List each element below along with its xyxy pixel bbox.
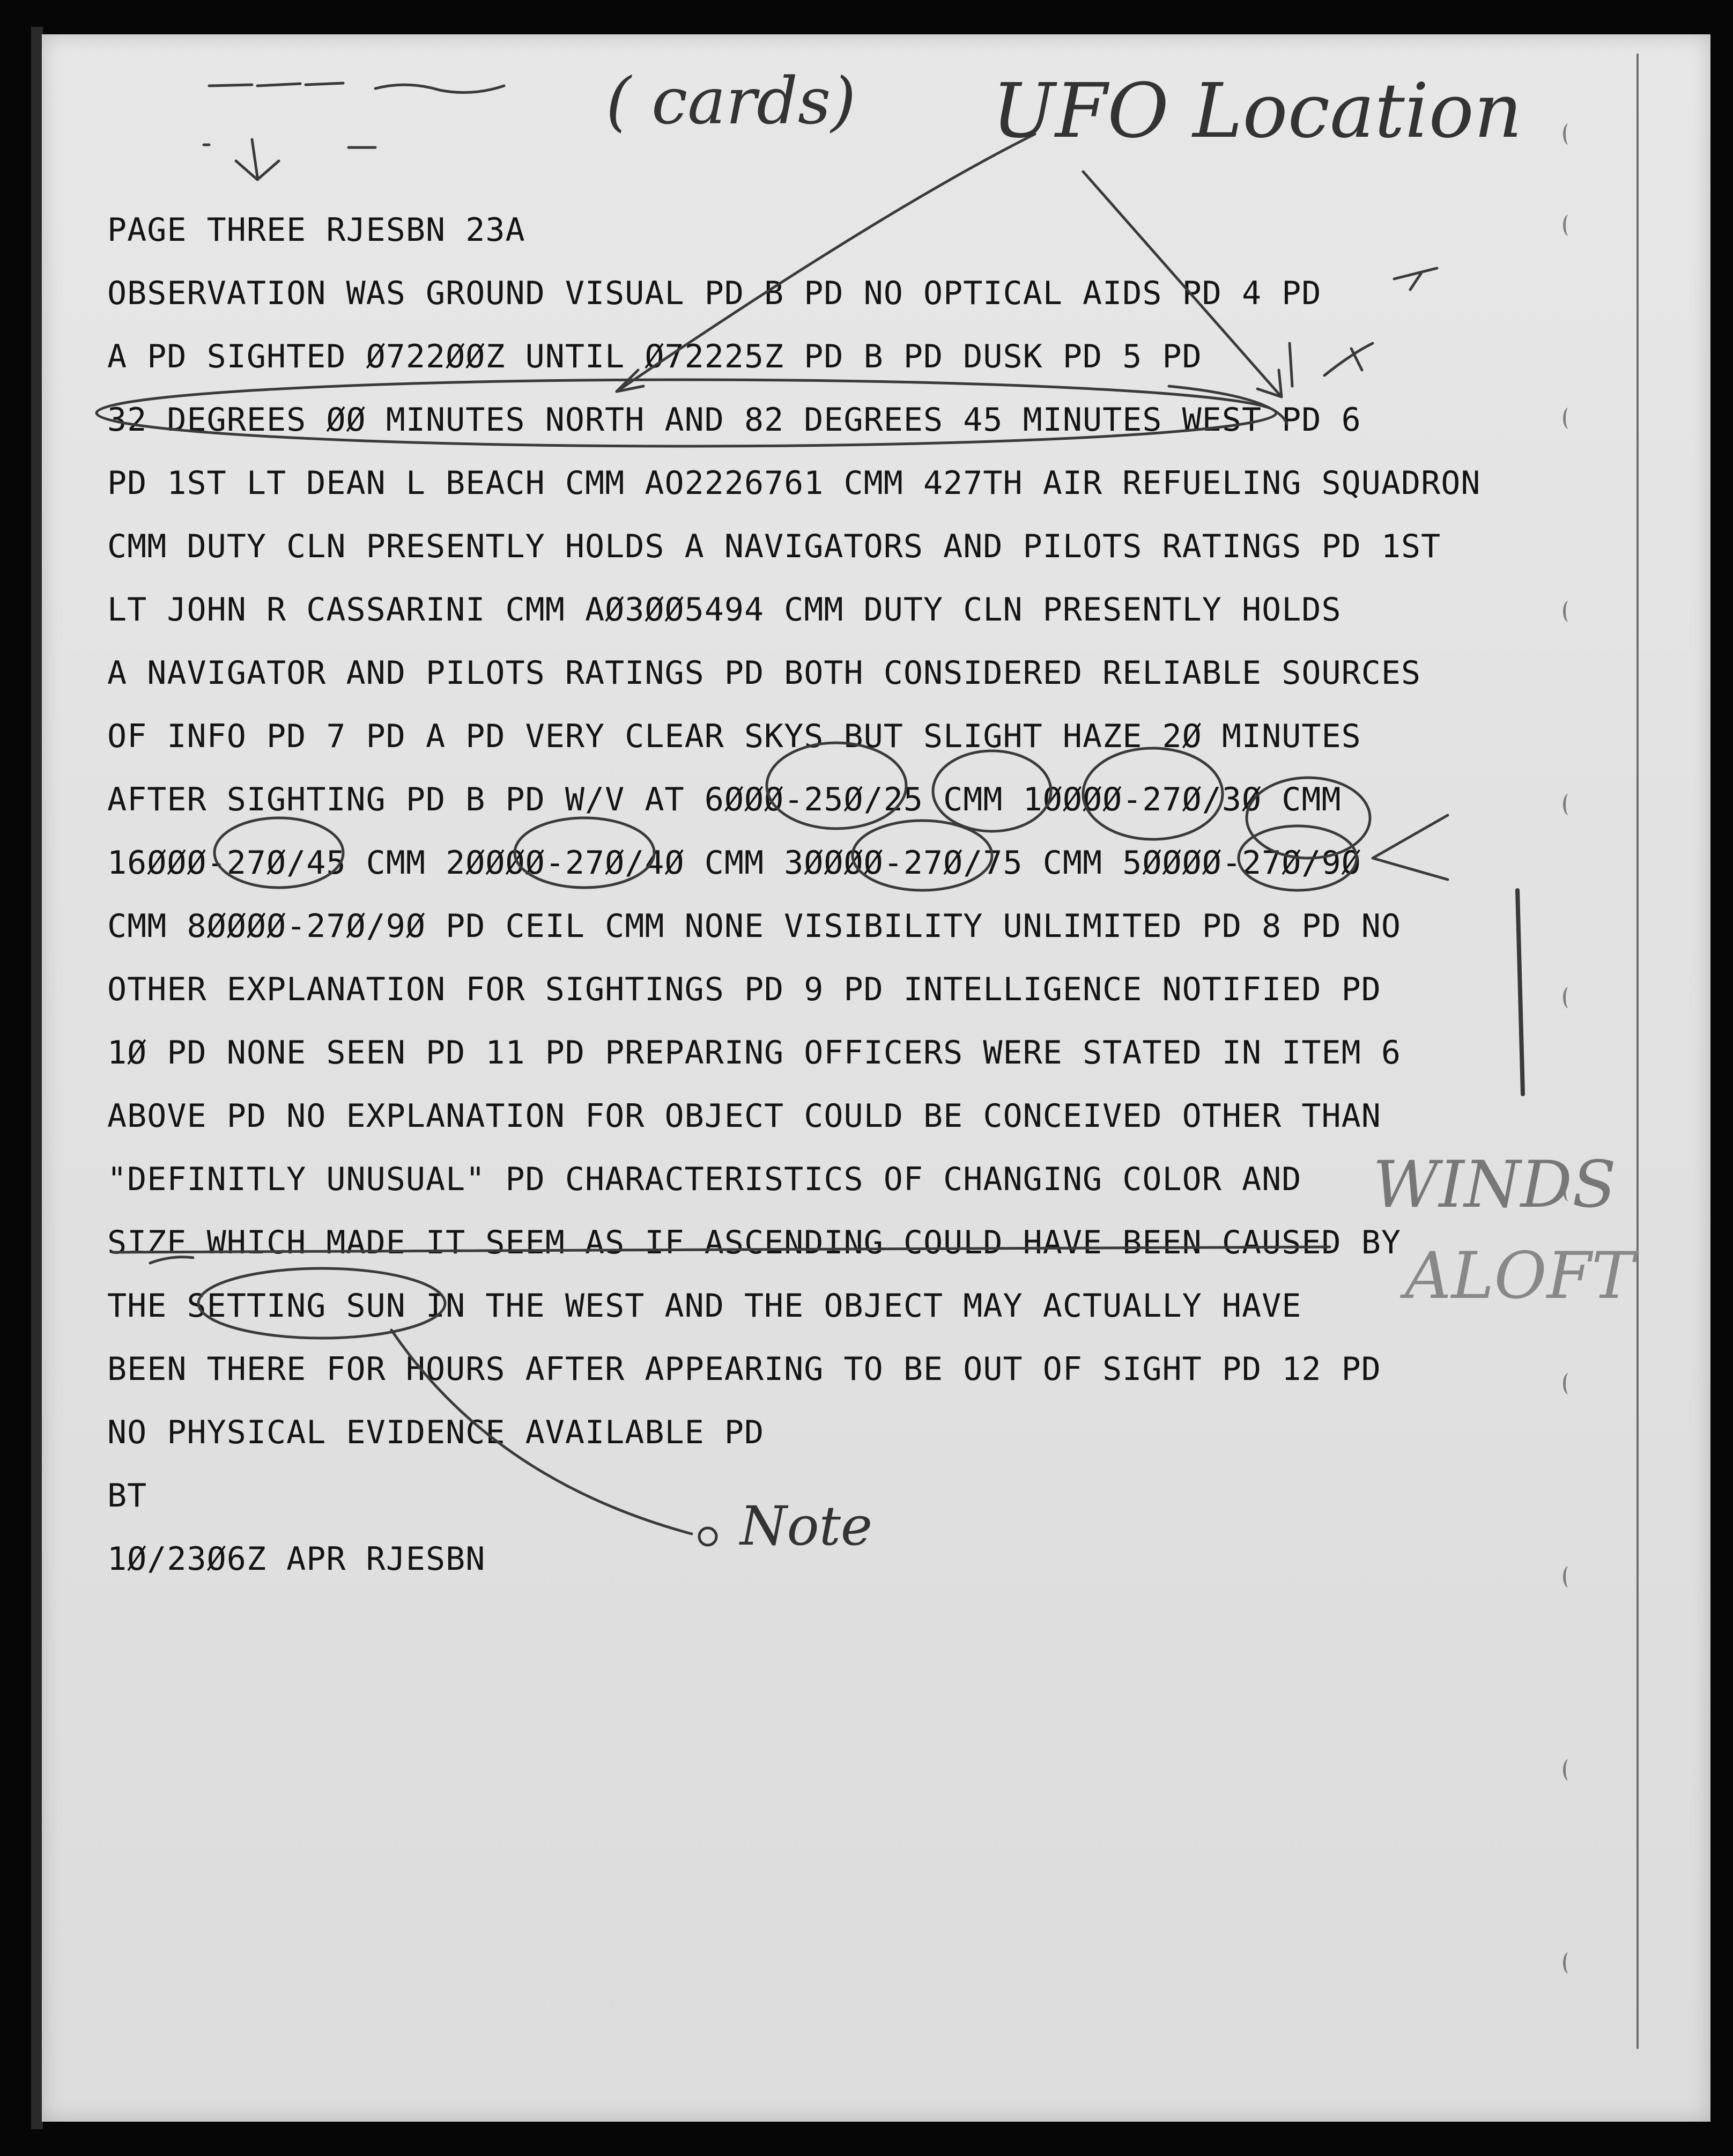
margin-bracket (1517, 890, 1523, 1094)
scribble-mark (1394, 268, 1437, 290)
text-line: NO PHYSICAL EVIDENCE AVAILABLE PD (107, 1414, 765, 1451)
circle-mark (933, 751, 1051, 831)
circle-mark (515, 818, 654, 888)
text-line: 16ØØØ-27Ø/45 CMM 2ØØØØ-27Ø/4Ø CMM 3ØØØØ-27Ø/75 CMM 5ØØØØ-27Ø/9Ø (107, 844, 1361, 882)
handwritten-ufo-location: UFO Location (992, 68, 1523, 155)
text-line: CMM DUTY CLN PRESENTLY HOLDS A NAVIGATORS AND PILOTS RATINGS PD 1ST (107, 528, 1441, 565)
text-line: THE SETTING SUN IN THE WEST AND THE OBJECT MAY ACTUALLY HAVE (107, 1287, 1302, 1325)
text-line: BEEN THERE FOR HOURS AFTER APPEARING TO BE OUT OF SIGHT PD 12 PD (107, 1350, 1381, 1388)
text-line: "DEFINITLY UNUSUAL" PD CHARACTERISTICS OF CHANGING COLOR AND (107, 1161, 1302, 1198)
arrow-line (617, 134, 1035, 392)
text-line: OF INFO PD 7 PD A PD VERY CLEAR SKYS BUT SLIGHT HAZE 2Ø MINUTES (107, 718, 1361, 755)
arrow-line (1083, 172, 1282, 397)
circle-mark (198, 1268, 445, 1338)
scribble-mark (375, 85, 504, 92)
text-line: 1Ø PD NONE SEEN PD 11 PD PREPARING OFFICERS WERE STATED IN ITEM 6 (107, 1034, 1401, 1072)
arrowhead-icon (1373, 815, 1448, 880)
handwritten-aloft: ALOFT (1405, 1239, 1635, 1313)
circle-mark (1083, 748, 1223, 839)
down-arrow-icon (236, 139, 279, 180)
scribble-mark (204, 145, 375, 147)
text-line: PD 1ST LT DEAN L BEACH CMM AO2226761 CMM 427TH AIR REFUELING SQUADRON (107, 464, 1481, 502)
circle-mark (214, 818, 343, 888)
text-line: ABOVE PD NO EXPLANATION FOR OBJECT COULD BE CONCEIVED OTHER THAN (107, 1097, 1381, 1135)
text-line: CMM 8ØØØØ-27Ø/9Ø PD CEIL CMM NONE VISIBILITY UNLIMITED PD 8 PD NO (107, 907, 1401, 945)
text-line: SIZE WHICH MADE IT SEEM AS IF ASCENDING COULD HAVE BEEN CAUSED BY (107, 1224, 1401, 1261)
text-line: OBSERVATION WAS GROUND VISUAL PD B PD NO OPTICAL AIDS PD 4 PD (107, 275, 1322, 312)
circle-mark (853, 821, 992, 890)
underline-mark (113, 1247, 1330, 1252)
text-line: AFTER SIGHTING PD B PD W/V AT 6ØØØ-25Ø/25 CMM 1ØØØØ-27Ø/3Ø CMM (107, 781, 1342, 818)
text-line: A NAVIGATOR AND PILOTS RATINGS PD BOTH CONSIDERED RELIABLE SOURCES (107, 654, 1421, 692)
note-bullet-icon (699, 1528, 716, 1545)
end-marker: BT (107, 1477, 147, 1515)
text-line: LT JOHN R CASSARINI CMM AØ3ØØ5494 CMM DUTY CLN PRESENTLY HOLDS (107, 591, 1342, 629)
circle-mark (767, 743, 906, 829)
handwritten-winds: WINDS (1373, 1148, 1617, 1222)
text-line: A PD SIGHTED Ø722ØØZ UNTIL Ø72225Z PD B PD DUSK PD 5 PD (107, 338, 1202, 375)
text-line: OTHER EXPLANATION FOR SIGHTINGS PD 9 PD INTELLIGENCE NOTIFIED PD (107, 971, 1381, 1008)
page-header: PAGE THREE RJESBN 23A (107, 211, 525, 249)
scribble-mark (1324, 343, 1373, 375)
text-line: 32 DEGREES ØØ MINUTES NORTH AND 82 DEGREES 45 MINUTES WEST PD 6 (107, 401, 1361, 439)
circle-mark (97, 380, 1276, 446)
handwritten-note-mark: Note (740, 1495, 873, 1557)
scribble-mark (209, 83, 343, 86)
handwritten-note: ( cards) (606, 64, 856, 139)
underline-mark (150, 1257, 193, 1263)
arrow-line (391, 1330, 692, 1534)
date-time-group: 1Ø/23Ø6Z APR RJESBN (107, 1540, 486, 1578)
tick-mark (1290, 343, 1292, 386)
